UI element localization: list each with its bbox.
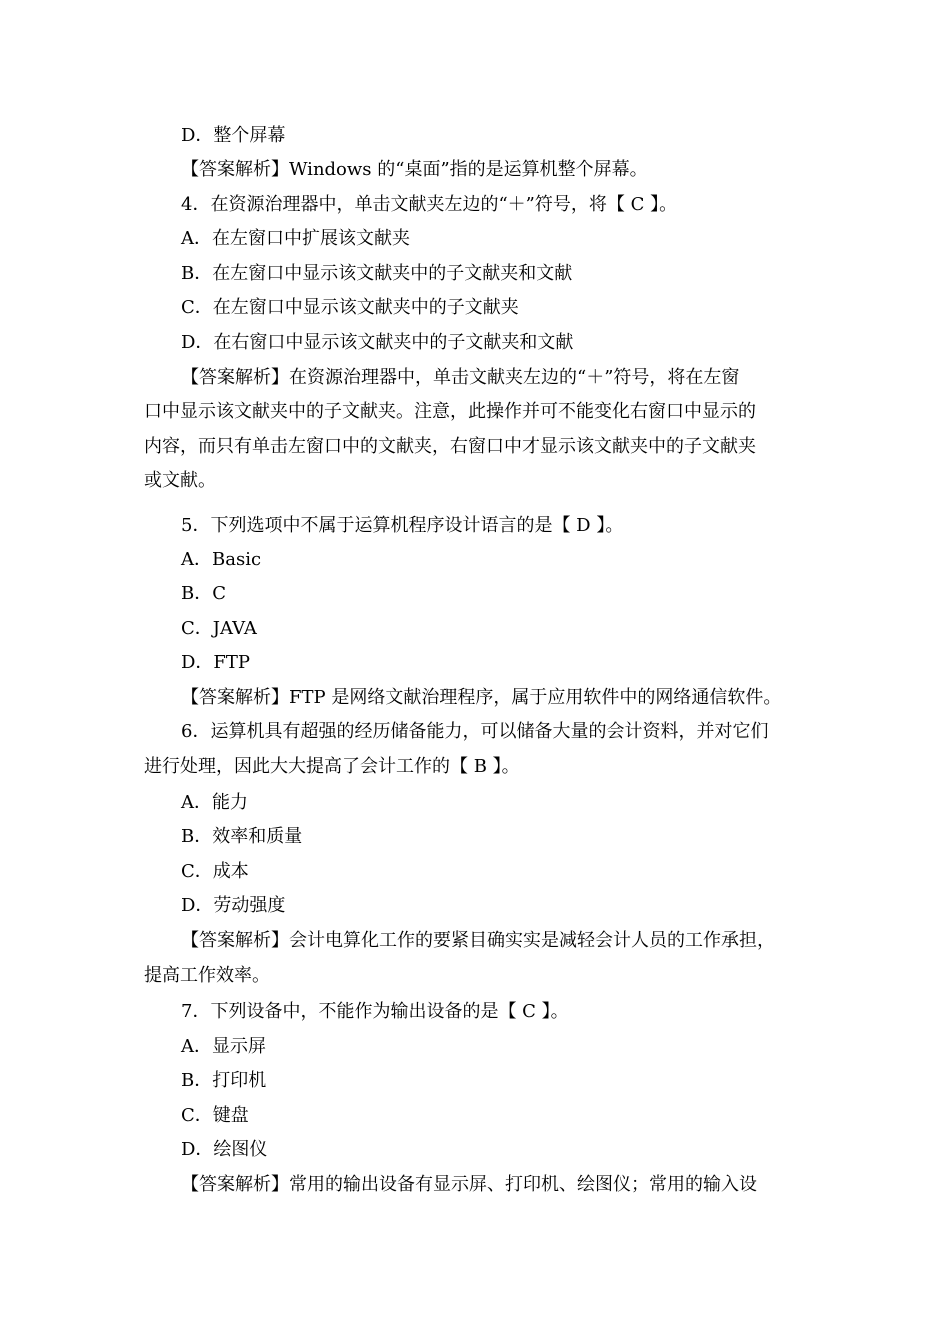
- text-line: B．在左窗口中显示该文献夹中的子文献夹和文献: [181, 263, 573, 284]
- text-line: B．效率和质量: [181, 826, 303, 847]
- text-line: A．Basic: [181, 549, 262, 570]
- text-line: 【答案解析】会计电算化工作的要紧目确实实是减轻会计人员的工作承担，: [181, 930, 775, 951]
- text-line: A．显示屏: [181, 1036, 266, 1057]
- text-line: D．FTP: [181, 652, 251, 673]
- text-line: 【答案解析】常用的输出设备有显示屏、打印机、绘图仪；常用的输入设: [181, 1174, 757, 1195]
- text-line: 4．在资源治理器中，单击文献夹左边的“＋”符号，将【 C 】。: [181, 194, 678, 215]
- text-line: D．劳动强度: [181, 895, 286, 916]
- text-line: A．能力: [181, 792, 248, 813]
- text-line: B．打印机: [181, 1070, 267, 1091]
- text-line: 口中显示该文献夹中的子文献夹。注意，此操作并可不能变化右窗口中显示的: [144, 401, 756, 422]
- text-line: C．JAVA: [181, 618, 257, 639]
- text-line: A．在左窗口中扩展该文献夹: [181, 228, 410, 249]
- text-line: B．C: [181, 583, 226, 604]
- text-line: 内容，而只有单击左窗口中的文献夹，右窗口中才显示该文献夹中的子文献夹: [144, 436, 756, 457]
- text-line: 提高工作效率。: [144, 965, 270, 986]
- text-line: 【答案解析】Windows 的“桌面”指的是运算机整个屏幕。: [181, 159, 648, 180]
- text-line: D．绘图仪: [181, 1139, 268, 1160]
- text-line: 或文献。: [144, 470, 216, 491]
- text-line: 7．下列设备中，不能作为输出设备的是【 C 】。: [181, 1001, 569, 1022]
- text-line: C．成本: [181, 861, 249, 882]
- text-line: D．在右窗口中显示该文献夹中的子文献夹和文献: [181, 332, 574, 353]
- text-line: C．在左窗口中显示该文献夹中的子文献夹: [181, 297, 519, 318]
- text-line: 【答案解析】在资源治理器中，单击文献夹左边的“＋”符号，将在左窗: [181, 367, 740, 388]
- text-line: 6．运算机具有超强的经历储备能力，可以储备大量的会计资料，并对它们: [181, 721, 769, 742]
- text-line: 【答案解析】FTP 是网络文献治理程序，属于应用软件中的网络通信软件。: [181, 687, 782, 708]
- text-line: 5．下列选项中不属于运算机程序设计语言的是【 D 】。: [181, 515, 624, 536]
- text-line: C．键盘: [181, 1105, 249, 1126]
- text-line: 进行处理，因此大大提高了会计工作的【 B 】。: [144, 756, 520, 777]
- text-line: D．整个屏幕: [181, 125, 286, 146]
